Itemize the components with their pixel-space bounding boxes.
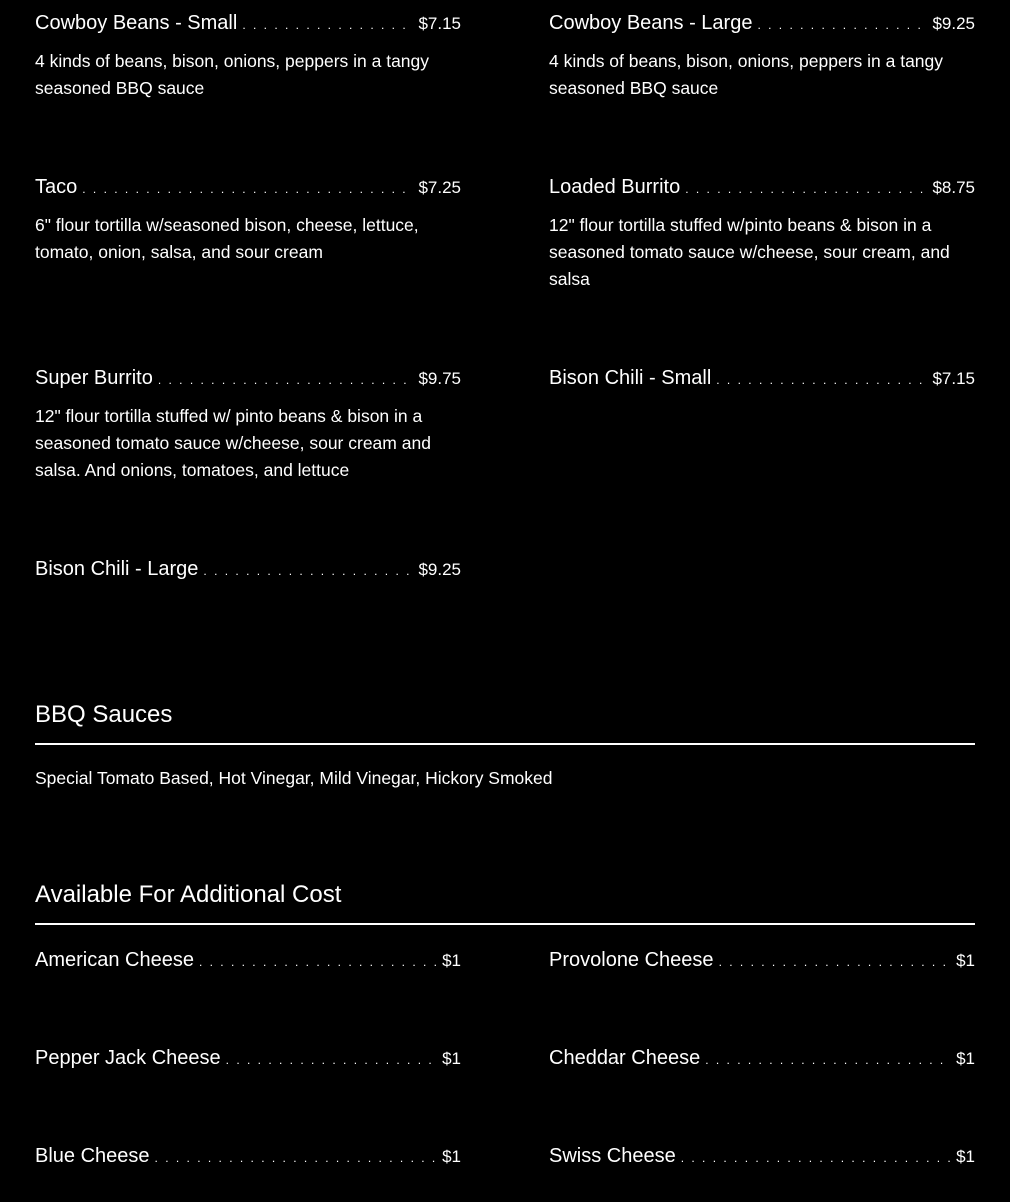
addon-item-price: $1 — [442, 1147, 461, 1166]
addon-item-price: $1 — [956, 1147, 975, 1166]
addon-item-name: Blue Cheese — [35, 1145, 150, 1167]
addon-item-name: Pepper Jack Cheese — [35, 1047, 221, 1069]
addon-item-header — [35, 949, 461, 972]
dot-leader — [158, 374, 414, 386]
addon-item — [549, 1145, 975, 1168]
addon-item-header — [549, 949, 975, 972]
menu-item-description: 4 kinds of beans, bison, onions, peppers in a tangy seasoned BBQ sauce — [35, 51, 430, 98]
addon-item — [35, 949, 461, 972]
menu-item-name: Bison Chili - Large — [35, 558, 199, 580]
addon-item — [549, 949, 975, 972]
menu-item-price: $9.25 — [418, 560, 461, 579]
menu-item-header — [549, 12, 975, 35]
section-divider — [35, 923, 975, 925]
menu-item-price: $9.75 — [418, 369, 461, 388]
menu-item-header — [35, 12, 461, 35]
menu-item — [35, 176, 461, 266]
menu-item-description: 4 kinds of beans, bison, onions, peppers in a tangy seasoned BBQ sauce — [549, 51, 944, 98]
addon-item-header — [549, 1047, 975, 1070]
menu-item — [35, 367, 461, 484]
additional-cost-heading: Available For Additional Cost — [35, 881, 342, 908]
addon-item-name: Cheddar Cheese — [549, 1047, 701, 1069]
menu-item-header — [35, 558, 461, 581]
dot-leader — [719, 956, 952, 968]
bbq-sauces-heading: BBQ Sauces — [35, 701, 173, 728]
menu-item-description: 12" flour tortilla stuffed w/pinto beans & bison in a seasoned tomato sauce w/cheese, sour cream, and salsa — [549, 215, 950, 289]
menu-item-name: Cowboy Beans - Large — [549, 12, 753, 34]
menu-item — [549, 367, 975, 390]
bbq-sauces-list: Special Tomato Based, Hot Vinegar, Mild Vinegar, Hickory Smoked — [35, 768, 553, 788]
menu-item-header — [35, 176, 461, 199]
menu-item-price: $8.75 — [932, 178, 975, 197]
menu-item-price: $7.15 — [932, 369, 975, 388]
menu-item-price: $7.15 — [418, 14, 461, 33]
addon-item-header — [549, 1145, 975, 1168]
dot-leader — [705, 1054, 951, 1066]
dot-leader — [199, 956, 437, 968]
dot-leader — [226, 1054, 437, 1066]
menu-item-name: Taco — [35, 176, 78, 198]
dot-leader — [242, 19, 413, 31]
menu-item — [35, 558, 461, 581]
dot-leader — [716, 374, 927, 386]
menu-item-header — [549, 176, 975, 199]
dot-leader — [155, 1152, 438, 1164]
dot-leader — [685, 183, 927, 195]
addon-item-header — [35, 1145, 461, 1168]
menu-item-name: Loaded Burrito — [549, 176, 681, 198]
addon-item-price: $1 — [956, 951, 975, 970]
addon-item — [549, 1047, 975, 1070]
menu-item-header — [35, 367, 461, 390]
menu-item-description: 12" flour tortilla stuffed w/ pinto beans & bison in a seasoned tomato sauce w/cheese, sour cream and salsa. And onions, tomatoes, and lettuce — [35, 406, 431, 480]
menu-item-name: Cowboy Beans - Small — [35, 12, 238, 34]
menu-item — [35, 12, 461, 102]
addon-item — [35, 1145, 461, 1168]
addon-item-name: American Cheese — [35, 949, 194, 971]
section-divider — [35, 743, 975, 745]
dot-leader — [203, 565, 413, 577]
addon-item-price: $1 — [442, 951, 461, 970]
menu-item-description: 6" flour tortilla w/seasoned bison, cheese, lettuce, tomato, onion, salsa, and sour cream — [35, 215, 419, 262]
addon-item-name: Swiss Cheese — [549, 1145, 676, 1167]
dot-leader — [681, 1152, 951, 1164]
addon-item-price: $1 — [956, 1049, 975, 1068]
menu-item-price: $7.25 — [418, 178, 461, 197]
addon-item-header — [35, 1047, 461, 1070]
menu-item-header — [549, 367, 975, 390]
menu-item — [549, 176, 975, 293]
menu-item-name: Bison Chili - Small — [549, 367, 712, 389]
menu-item-name: Super Burrito — [35, 367, 153, 389]
addon-item-price: $1 — [442, 1049, 461, 1068]
dot-leader — [82, 183, 413, 195]
menu-item — [549, 12, 975, 102]
dot-leader — [757, 19, 927, 31]
addon-item-name: Provolone Cheese — [549, 949, 714, 971]
addon-item — [35, 1047, 461, 1070]
menu-item-price: $9.25 — [932, 14, 975, 33]
